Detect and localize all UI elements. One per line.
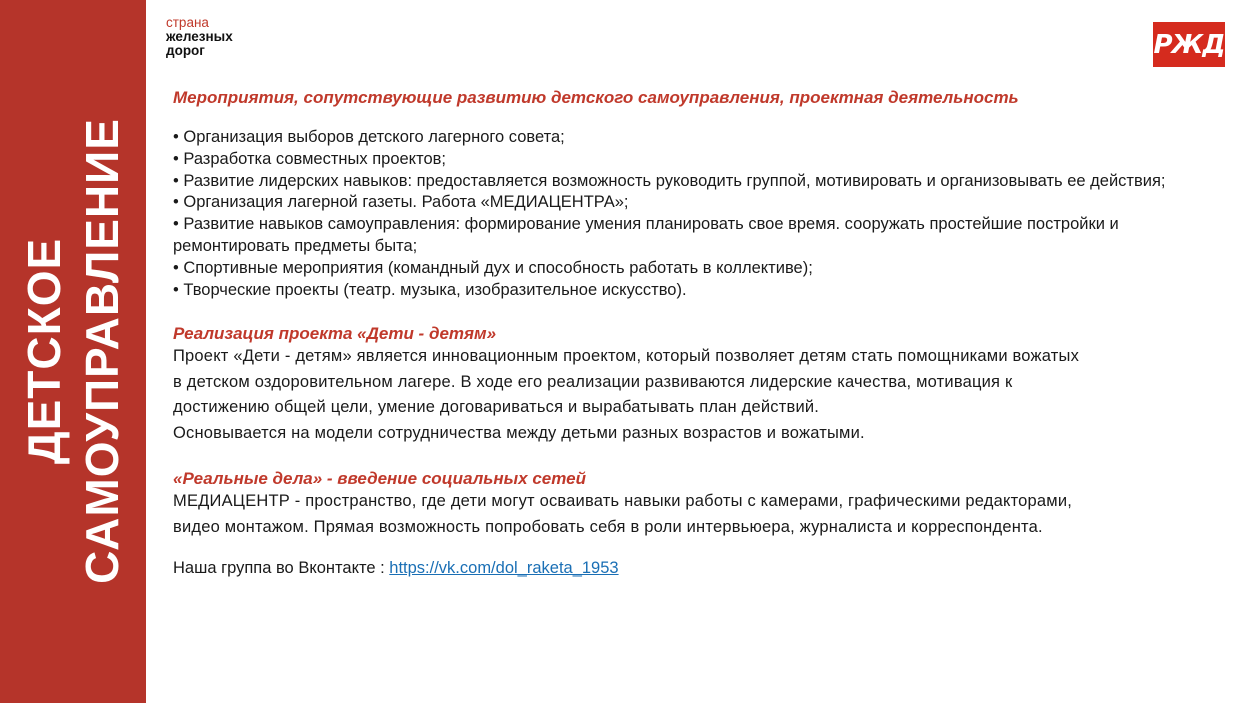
sidebar-title-line-2: САМОУПРАВЛЕНИЕ bbox=[76, 118, 128, 584]
paragraph-line: Основывается на модели сотрудничества между детьми разных возрастов и вожатыми. bbox=[173, 423, 865, 442]
list-item: • Разработка совместных проектов; bbox=[173, 149, 446, 168]
list-item: • Творческие проекты (театр. музыка, изобразительное искусство). bbox=[173, 280, 687, 299]
paragraph-line: в детском оздоровительном лагере. В ходе его реализации развиваются лидерские качества, мотивация к bbox=[173, 372, 1013, 391]
sidebar-title bbox=[15, 71, 131, 631]
list-item: • Организация выборов детского лагерного совета; bbox=[173, 128, 565, 146]
logo-text: РЖД bbox=[1153, 29, 1225, 60]
rzd-logo-icon bbox=[1153, 22, 1225, 67]
activities-list bbox=[173, 127, 1213, 301]
vk-group-link[interactable]: https://vk.com/dol_raketa_1953 bbox=[389, 559, 619, 578]
list-item: • Развитие навыков самоуправления: формирование умения планировать свое время. сооружать простейшие постройки и ремонтировать предметы быта; bbox=[173, 215, 1119, 255]
paragraph-line: МЕДИАЦЕНТР - пространство, где дети могут осваивать навыки работы с камерами, графическими редакторами, bbox=[173, 492, 1073, 511]
section-social bbox=[173, 469, 1213, 580]
group-label: Наша группа во Вконтакте : bbox=[173, 559, 390, 578]
section-heading-project: Реализация проекта «Дети - детям» bbox=[173, 324, 497, 344]
section-project bbox=[173, 324, 1213, 446]
brand-line-1: страна bbox=[166, 15, 209, 30]
sidebar-panel bbox=[0, 0, 146, 703]
paragraph-line: видео монтажом. Прямая возможность попробовать себя в роли интервьюера, журналиста и корреспондента. bbox=[173, 517, 1043, 536]
list-item: • Спортивные мероприятия (командный дух и способность работать в коллективе); bbox=[173, 258, 813, 277]
list-item: • Организация лагерной газеты. Работа «МЕДИАЦЕНТРА»; bbox=[173, 193, 629, 212]
section-heading-activities: Мероприятия, сопутствующие развитию детского самоуправления, проектная деятельность bbox=[173, 88, 1019, 107]
social-description bbox=[173, 489, 1213, 540]
sidebar-title-line-1: ДЕТСКОЕ bbox=[18, 237, 70, 465]
brand-tagline bbox=[166, 16, 233, 58]
paragraph-line: Проект «Дети - детям» является инновационным проектом, который позволяет детям стать помощниками вожатых bbox=[173, 347, 1080, 366]
slide-content bbox=[173, 88, 1213, 580]
group-link-line bbox=[173, 556, 1213, 580]
paragraph-line: достижению общей цели, умение договариваться и вырабатывать план действий. bbox=[173, 398, 820, 417]
list-item: • Развитие лидерских навыков: предоставляется возможность руководить группой, мотивировать и организовывать ее действия; bbox=[173, 171, 1166, 190]
section-heading-social: «Реальные дела» - введение социальных сетей bbox=[173, 469, 586, 489]
brand-line-3: дорог bbox=[166, 43, 205, 58]
brand-line-2: железных bbox=[166, 29, 233, 44]
project-description bbox=[173, 344, 1213, 446]
